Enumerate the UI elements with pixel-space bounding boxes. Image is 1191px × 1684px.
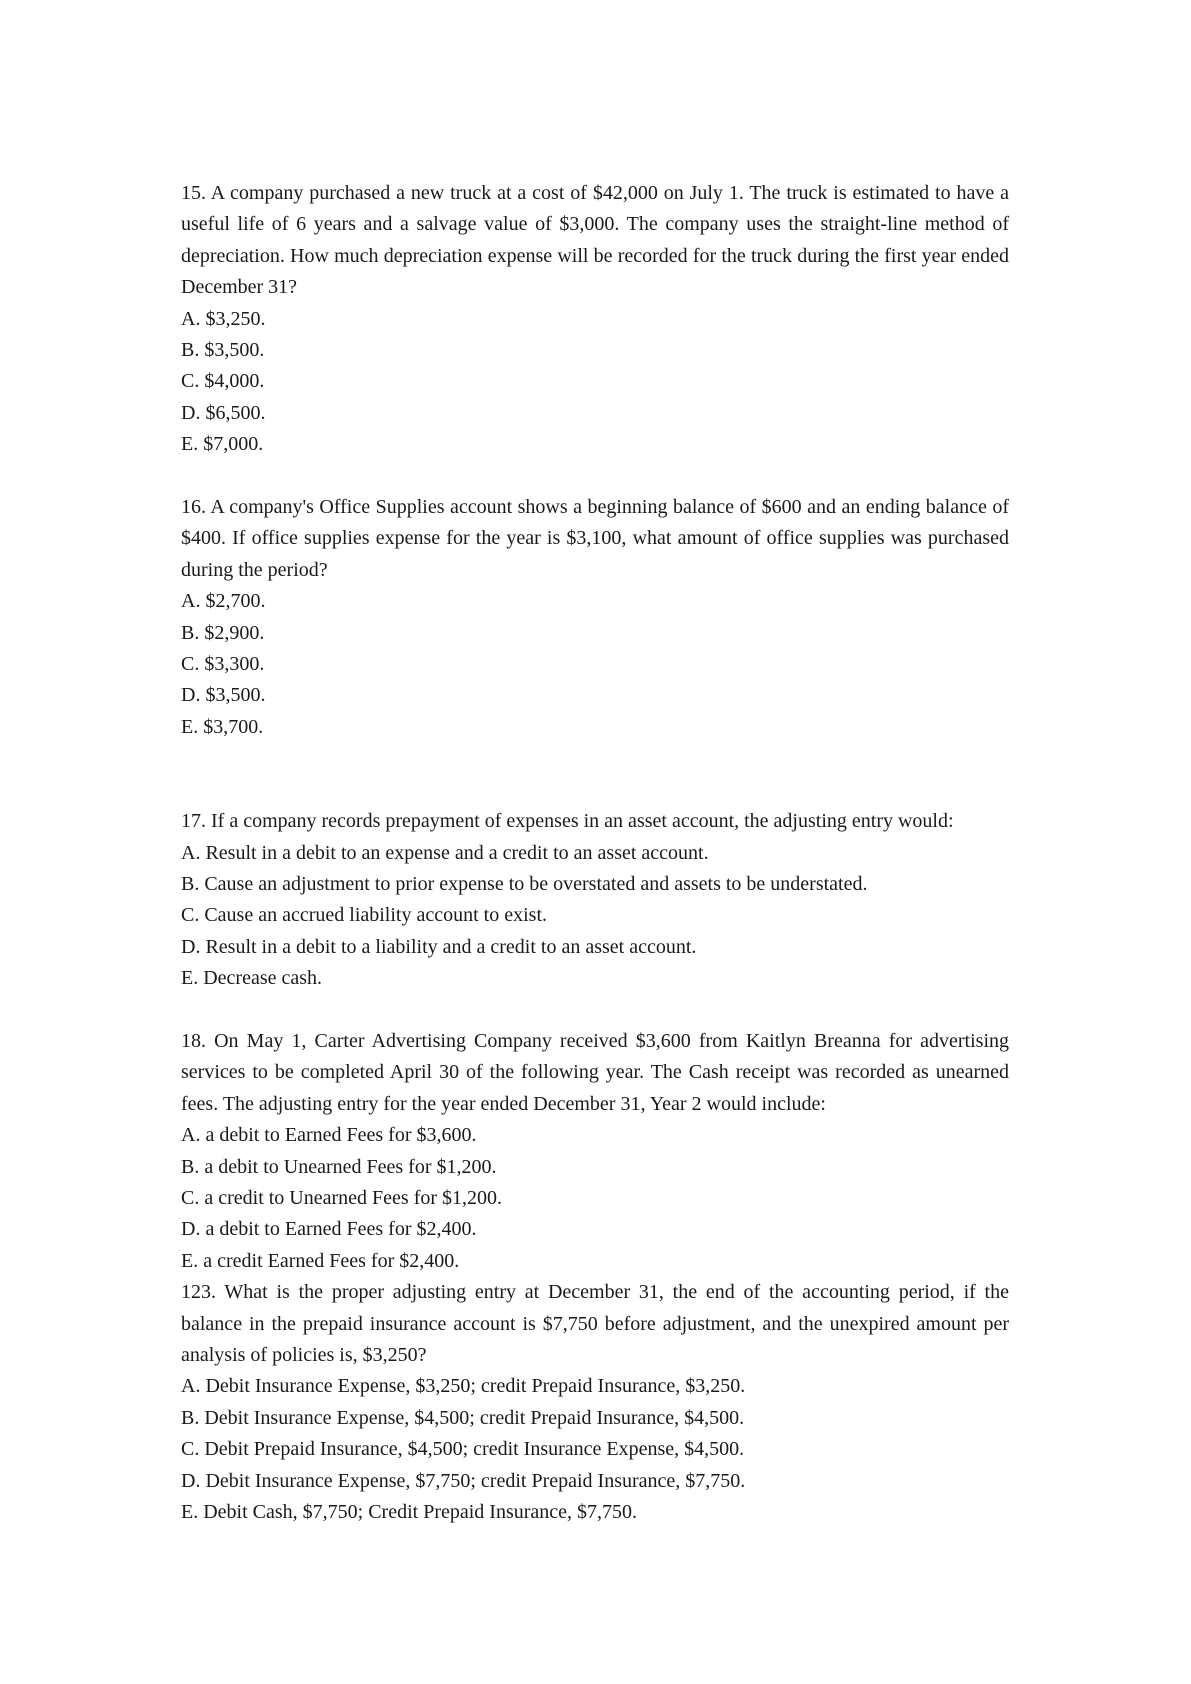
option-d: D. $6,500. xyxy=(181,401,266,424)
option-d: D. Debit Insurance Expense, $7,750; credit Prepaid Insurance, $7,750. xyxy=(181,1469,746,1492)
answer-options xyxy=(181,1371,1009,1528)
question-16 xyxy=(181,492,1009,743)
option-e: E. $3,700. xyxy=(181,715,264,738)
option-b: B. a debit to Unearned Fees for $1,200. xyxy=(181,1155,497,1178)
option-d: D. a debit to Earned Fees for $2,400. xyxy=(181,1218,477,1241)
spacer xyxy=(181,461,1009,492)
option-d: D. $3,500. xyxy=(181,684,266,707)
option-d: D. Result in a debit to a liability and a credit to an asset account. xyxy=(181,935,697,958)
option-e: E. Decrease cash. xyxy=(181,967,323,990)
option-c: C. Cause an accrued liability account to exist. xyxy=(181,904,547,927)
spacer xyxy=(181,743,1009,806)
answer-options xyxy=(181,1120,1009,1277)
option-a: A. a debit to Earned Fees for $3,600. xyxy=(181,1124,477,1147)
option-b: B. $2,900. xyxy=(181,621,265,644)
option-e: E. $7,000. xyxy=(181,433,264,456)
option-c: C. a credit to Unearned Fees for $1,200. xyxy=(181,1186,503,1209)
option-a: A. Debit Insurance Expense, $3,250; credit Prepaid Insurance, $3,250. xyxy=(181,1375,746,1398)
option-a: A. Result in a debit to an expense and a credit to an asset account. xyxy=(181,841,709,864)
option-a: A. $3,250. xyxy=(181,307,266,330)
question-123 xyxy=(181,1277,1009,1528)
option-c: C. $4,000. xyxy=(181,370,265,393)
option-b: B. Cause an adjustment to prior expense to be overstated and assets to be understated. xyxy=(181,872,868,895)
option-e: E. a credit Earned Fees for $2,400. xyxy=(181,1249,460,1272)
question-15 xyxy=(181,178,1009,461)
option-c: C. Debit Prepaid Insurance, $4,500; credit Insurance Expense, $4,500. xyxy=(181,1438,745,1461)
question-stem: 123. What is the proper adjusting entry at December 31, the end of the accounting period, if the balance in the prepaid insurance account is $7,750 before adjustment, and the unexpired amount per analysis of policies is, $3,250? xyxy=(181,1281,1009,1366)
option-a: A. $2,700. xyxy=(181,590,266,613)
question-stem: 18. On May 1, Carter Advertising Company received $3,600 from Kaitlyn Breanna for advertising services to be completed April 30 of the following year. The Cash receipt was recorded as unearned fees. The adjusting entry for the year ended December 31, Year 2 would include: xyxy=(181,1029,1009,1115)
option-c: C. $3,300. xyxy=(181,653,265,676)
option-b: B. Debit Insurance Expense, $4,500; credit Prepaid Insurance, $4,500. xyxy=(181,1406,745,1429)
document-page xyxy=(181,178,1009,1528)
answer-options xyxy=(181,586,1009,743)
question-stem: 17. If a company records prepayment of expenses in an asset account, the adjusting entry would: xyxy=(181,810,954,833)
option-b: B. $3,500. xyxy=(181,339,265,362)
answer-options xyxy=(181,304,1009,461)
question-stem: 16. A company's Office Supplies account shows a beginning balance of $600 and an ending balance of $400. If office supplies expense for the year is $3,100, what amount of office supplies was purchased during the period? xyxy=(181,496,1009,581)
spacer xyxy=(181,995,1009,1026)
answer-options xyxy=(181,838,1009,995)
question-17 xyxy=(181,806,1009,994)
question-stem: 15. A company purchased a new truck at a cost of $42,000 on July 1. The truck is estimated to have a useful life of 6 years and a salvage value of $3,000. The company uses the straight-line method of depreciation. How much depreciation expense will be recorded for the truck during the first year ended December 31? xyxy=(181,182,1009,299)
option-e: E. Debit Cash, $7,750; Credit Prepaid Insurance, $7,750. xyxy=(181,1501,638,1524)
question-18 xyxy=(181,1026,1009,1277)
